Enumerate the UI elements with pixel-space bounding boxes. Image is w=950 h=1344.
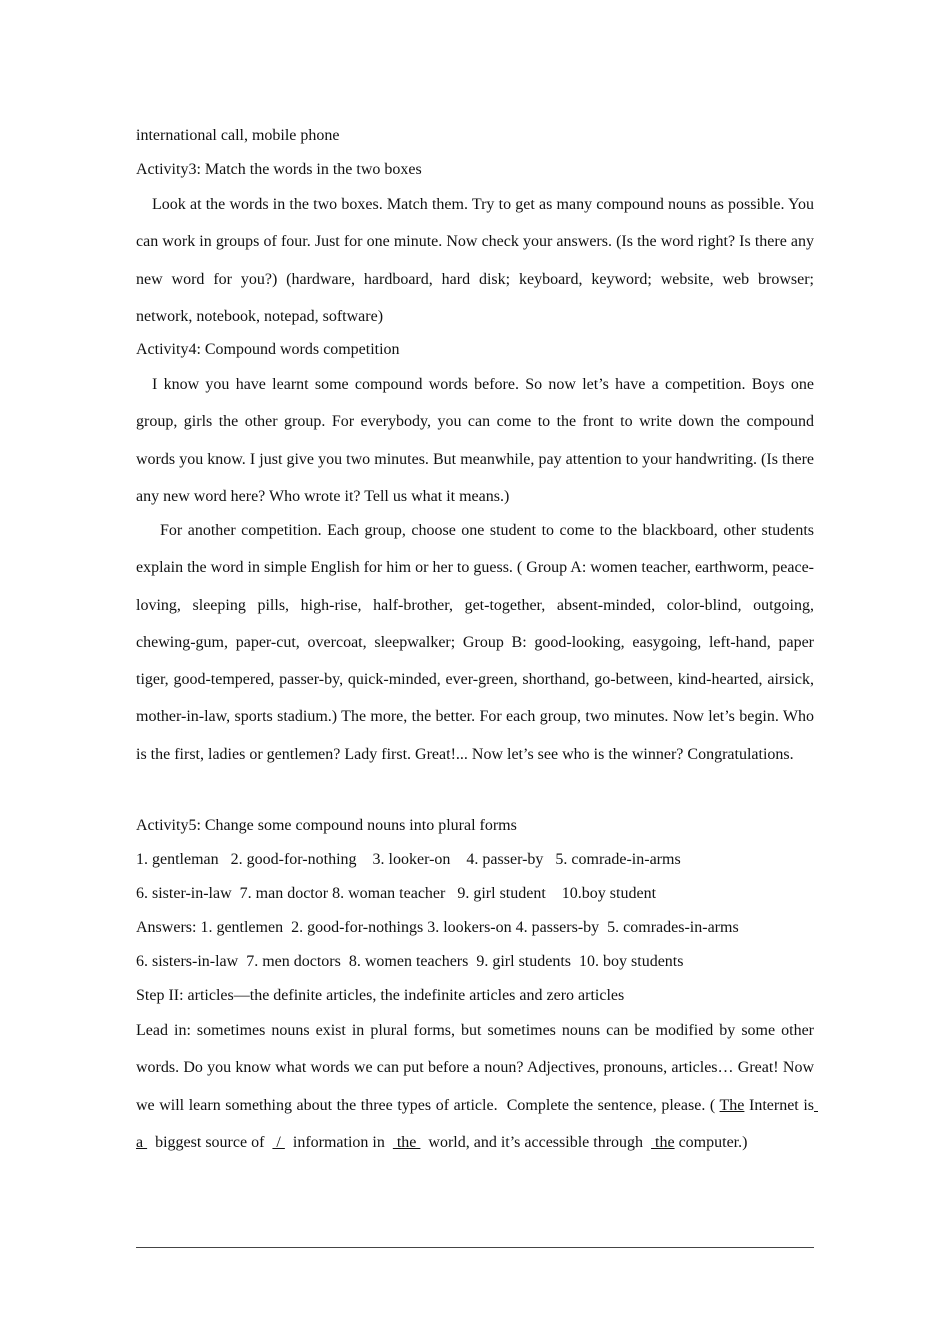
lead-in-text: computer.) bbox=[674, 1133, 748, 1151]
lead-in-text: Lead in: sometimes nouns exist in plural forms, but sometimes nouns can be modified by some other words. Do you know what words we can put before a noun? Adjectives, pronouns, articles… Great! Now we will learn something about the three types of article. Complete the sentence, please. ( bbox=[136, 1022, 818, 1114]
lead-in-text: biggest source of bbox=[147, 1133, 273, 1151]
answer-blank: the bbox=[651, 1133, 675, 1151]
step2-heading: Step II: articles—the definite articles, the indefinite articles and zero articles bbox=[136, 987, 625, 1004]
activity3-heading: Activity3: Match the words in the two boxes bbox=[136, 161, 422, 178]
answer-blank: / bbox=[272, 1133, 285, 1151]
activity5-list-1: 1. gentleman 2. good-for-nothing 3. looker-on 4. passer-by 5. comrade-in-arms bbox=[136, 851, 681, 868]
lead-in-text: world, and it’s accessible through bbox=[420, 1133, 652, 1151]
footer-divider bbox=[136, 1247, 814, 1248]
text-line: international call, mobile phone bbox=[136, 127, 340, 144]
lead-in-paragraph bbox=[136, 1012, 818, 1161]
lead-in-text: Internet is bbox=[744, 1096, 814, 1114]
activity3-paragraph: Look at the words in the two boxes. Match them. Try to get as many compound nouns as possible. You can work in groups of four. Just for one minute. Now check your answers. (Is the word right? Is there any new word for you?) (hardware, hardboard, hard disk; keyboard, keyword; website, web browser; network, notebook, notepad, software) bbox=[136, 196, 814, 325]
lead-in-text: information in bbox=[284, 1133, 393, 1151]
activity5-list-2: 6. sister-in-law 7. man doctor 8. woman teacher 9. girl student 10.boy student bbox=[136, 885, 657, 902]
activity5-answers-2: 6. sisters-in-law 7. men doctors 8. women teachers 9. girl students 10. boy students bbox=[136, 953, 684, 970]
answer-blank: the bbox=[392, 1133, 421, 1151]
activity5-heading: Activity5: Change some compound nouns into plural forms bbox=[136, 817, 517, 834]
answer-blank: The bbox=[719, 1096, 745, 1114]
activity4-paragraph: I know you have learnt some compound words before. So now let’s have a competition. Boys one group, girls the other group. For everybody, you can come to the front to write down the compound words you know. I just give you two minutes. But meanwhile, pay attention to your handwriting. (Is there any new word here? Who wrote it? Tell us what it means.) bbox=[136, 376, 814, 505]
activity4-paragraph-2: For another competition. Each group, choose one student to come to the blackboard, other students explain the word in simple English for him or her to guess. ( Group A: women teacher, earthworm, peace-loving, sleeping pills, high-rise, half-brother, get-together, absent-minded, color-blind, outgoing, chewing-gum, paper-cut, overcoat, sleepwalker; Group B: good-looking, easygoing, left-hand, paper tiger, good-tempered, passer-by, quick-minded, ever-green, shorthand, go-between, kind-hearted, airsick, mother-in-law, sports stadium.) The more, the better. For each group, two minutes. Now let’s begin. Who is the first, ladies or gentlemen? Lady first. Great!... Now let’s see who is the winner? Congratulations. bbox=[136, 522, 814, 763]
activity5-answers-1: Answers: 1. gentlemen 2. good-for-nothings 3. lookers-on 4. passers-by 5. comrades-in-arms bbox=[136, 919, 739, 936]
answer-blank: a bbox=[136, 1096, 818, 1151]
activity4-heading: Activity4: Compound words competition bbox=[136, 341, 400, 358]
